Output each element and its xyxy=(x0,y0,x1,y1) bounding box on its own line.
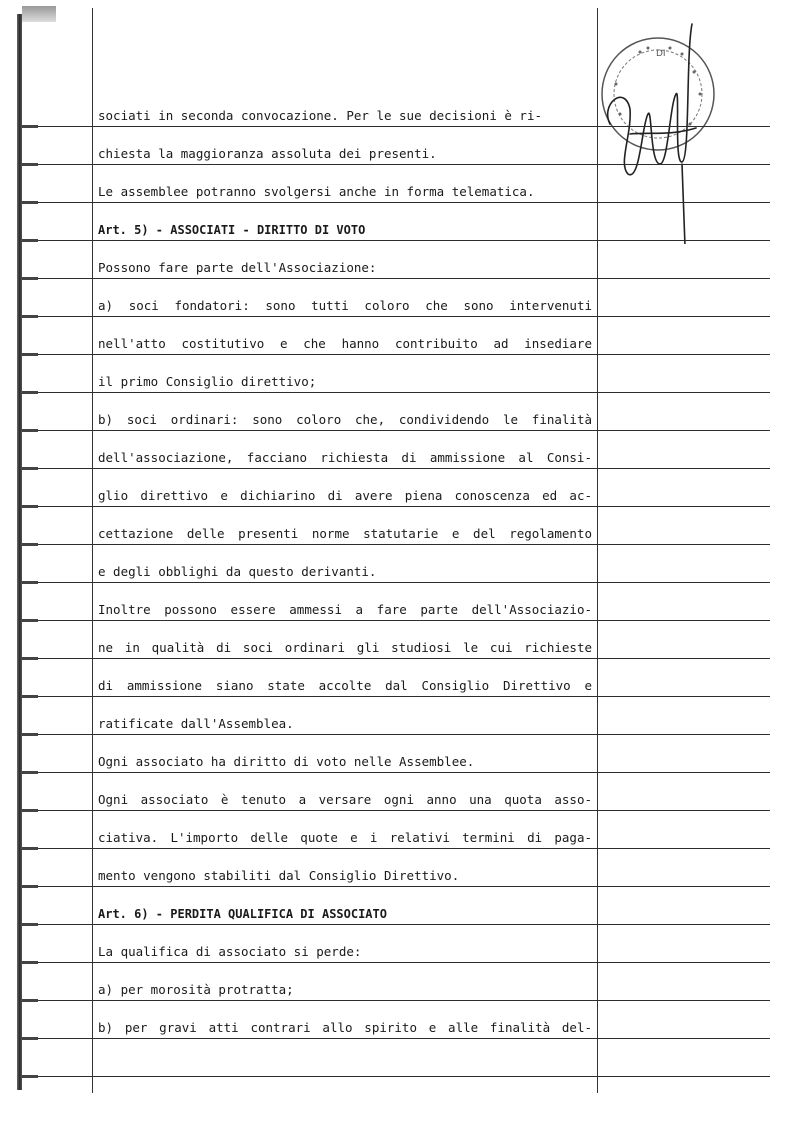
ruled-line xyxy=(30,886,770,887)
article-heading-6: Art. 6) - PERDITA QUALIFICA DI ASSOCIATO xyxy=(98,907,387,921)
binding-notch xyxy=(22,733,38,736)
binding-clip xyxy=(22,6,56,22)
text-line-20: ciativa. L'importo delle quote e i relativi termini di paga- xyxy=(98,831,592,845)
binding-notch xyxy=(22,505,38,508)
text-line-11: glio direttivo e dichiarino di avere piena conoscenza ed ac- xyxy=(98,489,592,503)
text-line-2: chiesta la maggioranza assoluta dei presenti. xyxy=(98,147,437,161)
ruled-line xyxy=(30,506,770,507)
binding-notch xyxy=(22,923,38,926)
text-line-10: dell'associazione, facciano richiesta di ammissione al Consi- xyxy=(98,451,592,465)
ruled-line xyxy=(30,962,770,963)
binding-notch xyxy=(22,847,38,850)
binding-notch xyxy=(22,467,38,470)
ruled-line xyxy=(30,316,770,317)
binding-notch xyxy=(22,1075,38,1078)
binding-notch xyxy=(22,125,38,128)
ruled-line xyxy=(30,354,770,355)
binding-notch xyxy=(22,619,38,622)
ruled-line xyxy=(30,392,770,393)
binding-notch xyxy=(22,429,38,432)
binding-notch xyxy=(22,657,38,660)
binding-notch xyxy=(22,809,38,812)
text-line-23: La qualifica di associato si perde: xyxy=(98,945,362,959)
binding-notch xyxy=(22,277,38,280)
ruled-line xyxy=(30,734,770,735)
signature-icon xyxy=(608,24,696,244)
binding-notch xyxy=(22,999,38,1002)
text-line-6: a) soci fondatori: sono tutti coloro che sono intervenuti xyxy=(98,299,592,313)
ruled-line xyxy=(30,848,770,849)
text-line-15: ne in qualità di soci ordinari gli studiosi le cui richieste xyxy=(98,641,592,655)
ruled-line xyxy=(30,772,770,773)
binding-notch xyxy=(22,885,38,888)
text-line-12: cettazione delle presenti norme statutarie e del regolamento xyxy=(98,527,592,541)
text-line-19: Ogni associato è tenuto a versare ogni anno una quota asso- xyxy=(98,793,592,807)
text-line-5: Possono fare parte dell'Associazione: xyxy=(98,261,377,275)
ruled-line xyxy=(30,430,770,431)
binding-notch xyxy=(22,961,38,964)
binding-notch xyxy=(22,163,38,166)
binding-notch xyxy=(22,543,38,546)
binding-notch xyxy=(22,391,38,394)
ruled-line xyxy=(30,620,770,621)
binding-strip xyxy=(17,14,22,1090)
text-line-8: il primo Consiglio direttivo; xyxy=(98,375,317,389)
ruled-line xyxy=(30,278,770,279)
ruled-line xyxy=(30,164,770,165)
text-line-7: nell'atto costitutivo e che hanno contribuito ad insediare xyxy=(98,337,592,351)
ruled-line xyxy=(30,1076,770,1077)
binding-notch xyxy=(22,771,38,774)
text-line-14: Inoltre possono essere ammessi a fare parte dell'Associazio- xyxy=(98,603,592,617)
text-line-1: sociati in seconda convocazione. Per le sue decisioni è ri- xyxy=(98,109,543,123)
text-line-3: Le assemblee potranno svolgersi anche in forma telematica. xyxy=(98,185,535,199)
text-line-17: ratificate dall'Assemblea. xyxy=(98,717,294,731)
ruled-line xyxy=(30,1000,770,1001)
binding-notch xyxy=(22,1037,38,1040)
text-line-9: b) soci ordinari: sono coloro che, condividendo le finalità xyxy=(98,413,592,427)
article-heading-5: Art. 5) - ASSOCIATI - DIRITTO DI VOTO xyxy=(98,223,366,237)
text-line-24: a) per morosità protratta; xyxy=(98,983,294,997)
notary-seal-with-signature xyxy=(570,14,720,244)
left-margin-rule xyxy=(92,8,93,1093)
text-line-18: Ogni associato ha diritto di voto nelle Assemblee. xyxy=(98,755,475,769)
ruled-line xyxy=(30,696,770,697)
ruled-line xyxy=(30,582,770,583)
ruled-line xyxy=(30,658,770,659)
ruled-line xyxy=(30,468,770,469)
binding-notch xyxy=(22,201,38,204)
text-line-13: e degli obblighi da questo derivanti. xyxy=(98,565,377,579)
ruled-line xyxy=(30,544,770,545)
binding-notch xyxy=(22,581,38,584)
ruled-line xyxy=(30,1038,770,1039)
binding-notch xyxy=(22,239,38,242)
ruled-line xyxy=(30,126,770,127)
binding-notch xyxy=(22,353,38,356)
ruled-line xyxy=(30,240,770,241)
text-line-25: b) per gravi atti contrari allo spirito e alle finalità del- xyxy=(98,1021,592,1035)
ruled-line xyxy=(30,810,770,811)
text-line-16: di ammissione siano state accolte dal Consiglio Direttivo e xyxy=(98,679,592,693)
text-line-21: mento vengono stabiliti dal Consiglio Direttivo. xyxy=(98,869,460,883)
binding-notch xyxy=(22,695,38,698)
ruled-line xyxy=(30,202,770,203)
ruled-line xyxy=(30,924,770,925)
seal-text: DI xyxy=(656,49,666,59)
binding-notch xyxy=(22,315,38,318)
